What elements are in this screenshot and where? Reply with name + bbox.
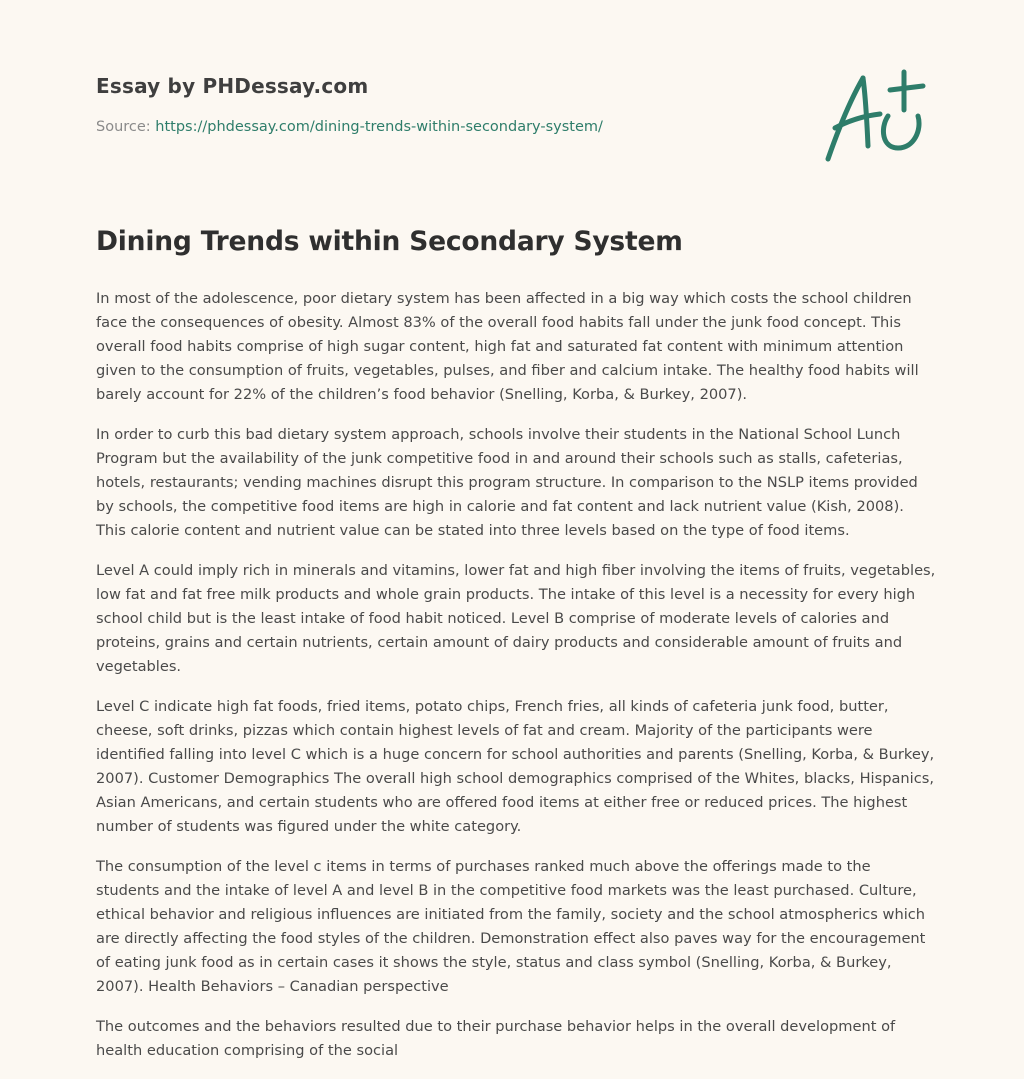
source-link[interactable]: https://phdessay.com/dining-trends-within-secondary-system/ xyxy=(155,119,603,135)
site-brand: Essay by PHDessay.com xyxy=(96,74,369,98)
source-line xyxy=(96,119,796,135)
article-paragraph: The consumption of the level c items in terms of purchases ranked much above the offerings made to the students and the intake of level A and level B in the competitive food markets was the least purchased. Culture, ethical behavior and religious influences are initiated from the family, society and the school atmospherics which are directly affecting the food styles of the children. Demonstration effect also paves way for the encouragement of eating junk food as in certain cases it shows the style, status and class symbol (Snelling, Korba, & Burkey, 2007). Health Behaviors – Canadian perspective xyxy=(96,858,926,995)
article-paragraph: Level C indicate high fat foods, fried items, potato chips, French fries, all kinds of cafeteria junk food, butter, cheese, soft drinks, pizzas which contain highest levels of fat and cream. Majority of the participants were identified falling into level C which is a huge concern for school authorities and parents (Snelling, Korba, & Burkey, 2007). Customer Demographics The overall high school demographics comprised of the Whites, blacks, Hispanics, Asian Americans, and certain students who are offered food items at either free or reduced prices. The highest number of students was figured under the white category. xyxy=(96,698,935,835)
article-paragraph: In order to curb this bad dietary system approach, schools involve their students in the National School Lunch Program but the availability of the junk competitive food in and around their schools such as stalls, cafeterias, hotels, restaurants; vending machines disrupt this program structure. In comparison to the NSLP items provided by schools, the competitive food items are high in calorie and fat content and lack nutrient value (Kish, 2008). This calorie content and nutrient value can be stated into three levels based on the type of food items. xyxy=(96,426,918,539)
a-plus-logo-icon xyxy=(818,66,930,166)
article-title: Dining Trends within Secondary System xyxy=(96,226,683,257)
article-paragraph: Level A could imply rich in minerals and vitamins, lower fat and high fiber involving the items of fruits, vegetables, low fat and fat free milk products and whole grain products. The intake of this level is a necessity for every high school child but is the least intake of food habit noticed. Level B comprise of moderate levels of calories and proteins, grains and certain nutrients, certain amount of dairy products and considerable amount of fruits and vegetables. xyxy=(96,562,936,675)
article-paragraph: In most of the adolescence, poor dietary system has been affected in a big way which costs the school children face the consequences of obesity. Almost 83% of the overall food habits fall under the junk food concept. This overall food habits comprise of high sugar content, high fat and saturated fat content with minimum attention given to the consumption of fruits, vegetables, pulses, and fiber and calcium intake. The healthy food habits will barely account for 22% of the children’s food behavior (Snelling, Korba, & Burkey, 2007). xyxy=(96,290,919,403)
article-paragraph: The outcomes and the behaviors resulted due to their purchase behavior helps in the overall development of health education comprising of the social xyxy=(96,1018,896,1059)
source-label: Source: xyxy=(96,119,156,135)
article-body xyxy=(96,287,938,1079)
page-header xyxy=(96,74,796,135)
